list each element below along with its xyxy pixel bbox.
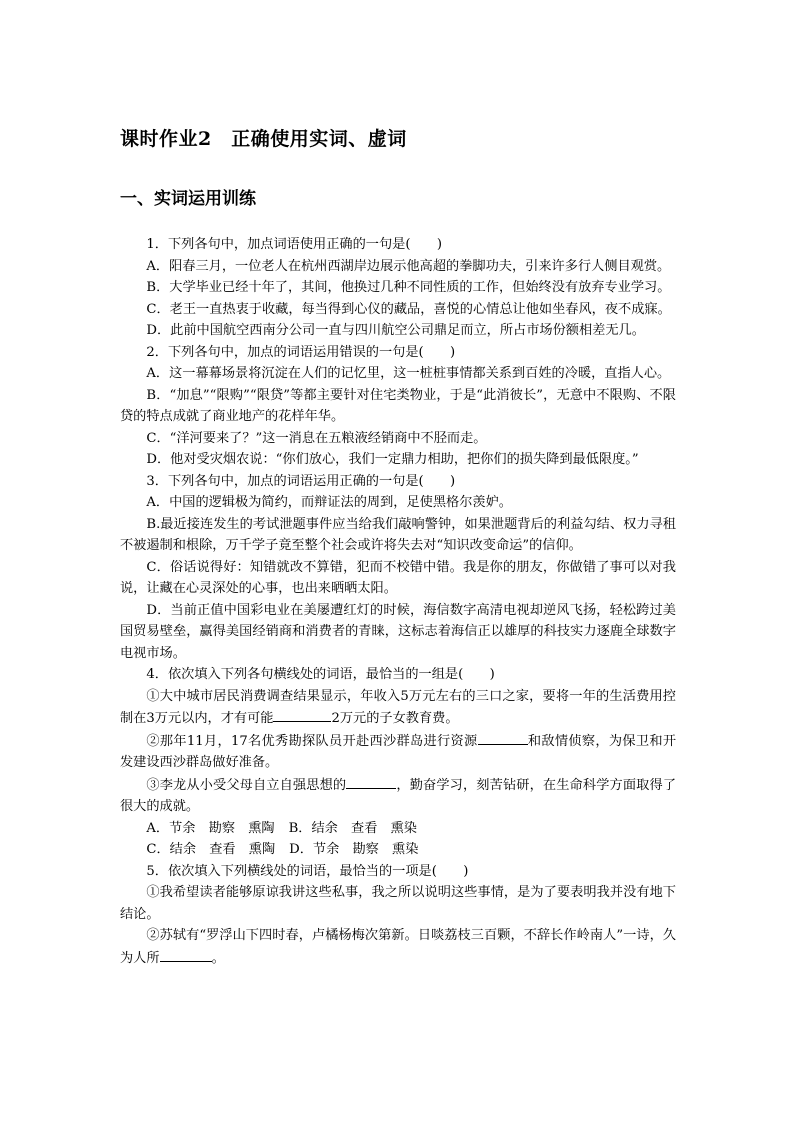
q3-option-d: D．当前正值中国彩电业在美屡遭红灯的时候，海信数字高清电视却逆风飞扬，轻松跨过美国贸易壁垒，赢得美国经销商和消费者的青睐，这标志着海信正以雄厚的科技实力逐鹿全球数字电视市场。 xyxy=(120,602,676,661)
exercise-body xyxy=(120,234,676,969)
fill-blank xyxy=(273,707,331,722)
q2-option-d: D．他对受灾烟农说：“你们放心，我们一定鼎力相助，把你们的损失降到最低限度。” xyxy=(146,452,639,467)
q5-sentence-2 xyxy=(120,925,676,969)
q4-option-a: A．节余 勘察 熏陶 xyxy=(146,820,275,836)
section-heading: 一、实词运用训练 xyxy=(120,189,256,209)
q5-s2-text-a: ②苏轼有“罗浮山下四时春，卢橘杨梅次第新。日啖荔枝三百颗，不辞长作岭南人”一诗，久为人所 xyxy=(120,928,676,966)
fill-blank xyxy=(346,774,396,789)
q4-sentence-2 xyxy=(120,730,676,774)
q1-option-c: C．老王一直热衷于收藏，每当得到心仪的藏品，喜悦的心情总让他如坐春风，夜不成寐。 xyxy=(146,301,671,317)
q4-option-c: C．结余 查看 熏陶 xyxy=(146,842,276,857)
q5-s2-text-b: 。 xyxy=(211,950,225,966)
q1-stem: 1．下列各句中，加点词语使用正确的一句是( ) xyxy=(146,237,443,252)
q4-s1-text-b: 2万元的子女教育费。 xyxy=(331,711,459,726)
q3-option-b: B.最近接连发生的考试泄题事件应当给我们敲响警钟，如果泄题背后的利益勾结、权力寻租不被遏制和根除，万千学子竟至整个社会或许将失去对“知识改变命运”的信仰。 xyxy=(120,516,676,553)
q4-s3-text-a: ③李龙从小受父母自立自强思想的 xyxy=(146,777,347,793)
q5-sentence-1: ①我希望读者能够原谅我讲这些私事，我之所以说明这些事情，是为了要表明我并没有地下结论。 xyxy=(120,885,676,922)
q2-option-c: C．“洋河要来了？”这一消息在五粮液经销商中不胫而走。 xyxy=(146,430,487,446)
q4-option-d: D．节余 勘察 熏染 xyxy=(289,842,419,857)
q3-stem: 3．下列各句中，加点的词语运用正确的一句是( ) xyxy=(146,473,456,489)
q4-s2-text-b: 和敌情侦察，为保卫和开发建设西沙群岛做好准备。 xyxy=(120,733,677,770)
q3-option-a: A．中国的逻辑极为简约，而辩证法的周到，足使黑格尔羡妒。 xyxy=(146,495,512,510)
q4-s2-text-a: ②那年11月，17名优秀勘探队员开赴西沙群岛进行资源 xyxy=(146,733,478,749)
q4-options-row-1 xyxy=(120,818,676,840)
q4-sentence-3 xyxy=(120,774,676,818)
q2-option-a: A．这一幕幕场景将沉淀在人们的记忆里，这一桩桩事情都关系到百姓的冷暖，直指人心。 xyxy=(146,366,671,381)
q3-option-c: C．俗话说得好：知错就改不算错，犯而不校错中错。我是你的朋友，你做错了事可以对我说，让藏在心灵深处的心事，也出来晒晒太阳。 xyxy=(120,559,676,596)
q4-options-row-2 xyxy=(120,839,676,861)
q5-stem: 5．依次填入下列横线处的词语，最恰当的一项是( ) xyxy=(146,863,469,879)
fill-blank xyxy=(160,947,212,962)
fill-blank xyxy=(478,730,528,745)
page-title: 课时作业2 正确使用实词、虚词 xyxy=(120,128,407,150)
q1-option-a: A．阳春三月，一位老人在杭州西湖岸边展示他高超的拳脚功夫，引来许多行人侧目观赏。 xyxy=(146,258,671,274)
q4-s1-text-a: ①大中城市居民消费调查结果显示，年收入5万元左右的三口之家，要将一年的生活费用控制在3万元以内，才有可能 xyxy=(120,688,676,726)
q4-s3-text-b: ，勤奋学习，刻苦钻研，在生命科学方面取得了很大的成就。 xyxy=(120,777,677,814)
q4-option-b: B．结余 查看 熏染 xyxy=(288,820,417,836)
q4-stem: 4．依次填入下列各句横线处的词语，最恰当的一组是( ) xyxy=(146,667,495,682)
q2-option-b: B．“加息”“限购”“限贷”等都主要针对住宅类物业，于是“此消彼长”，无意中不限购、不限贷的特点成就了商业地产的花样年华。 xyxy=(120,387,676,424)
q2-stem: 2．下列各句中，加点的词语运用错误的一句是( ) xyxy=(146,344,456,360)
q1-option-d: D．此前中国航空西南分公司一直与四川航空公司鼎足而立，所占市场份额相差无几。 xyxy=(146,323,645,338)
q1-option-b: B．大学毕业已经十年了，其间，他换过几种不同性质的工作，但始终没有放弃专业学习。 xyxy=(146,280,671,295)
q4-sentence-1 xyxy=(120,686,676,730)
